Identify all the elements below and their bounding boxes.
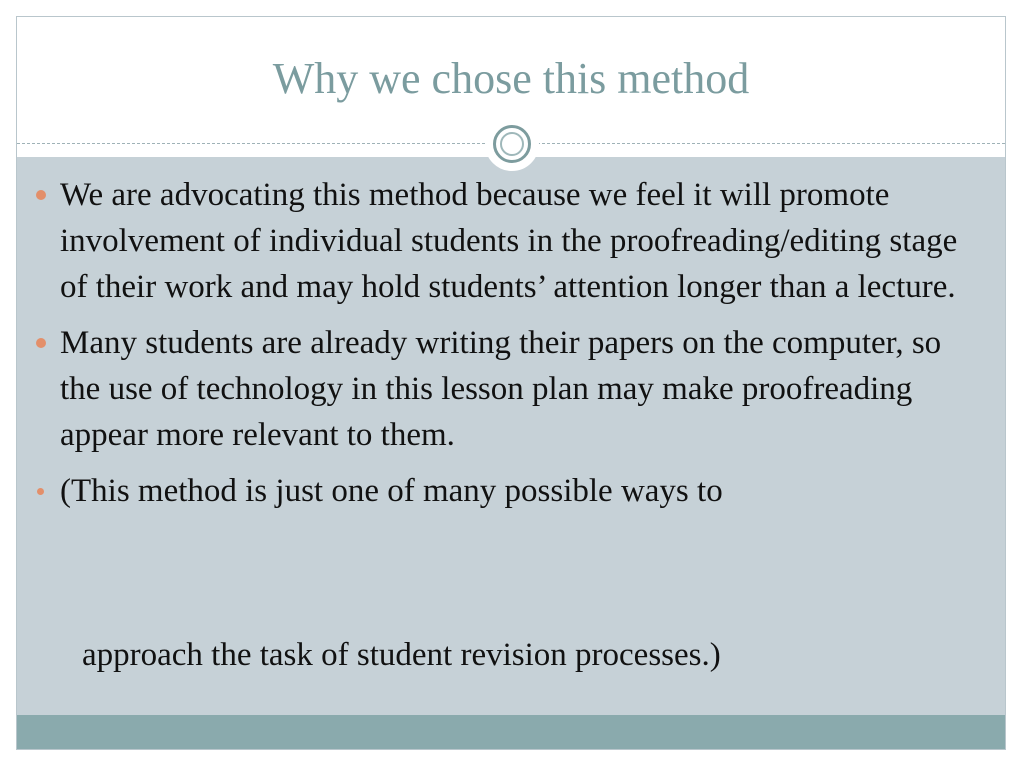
bullet-text: Many students are already writing their papers on the computer, so the use of technology in this lesson plan may make proofreading appear more relevant to them. <box>60 325 942 453</box>
bullet-item <box>34 468 974 514</box>
bullet-item <box>34 172 974 310</box>
bullet-text: (This method is just one of many possible ways to <box>60 473 723 509</box>
ring-core <box>500 132 524 156</box>
bullet-text: We are advocating this method because we feel it will promote involvement of individual students in the proofreading/editing stage of their work and may hold students’ attention longer than a lecture. <box>60 177 958 305</box>
footer-bar <box>17 715 1005 750</box>
bullet-dot-icon <box>36 338 46 348</box>
bullet-continuation: approach the task of student revision processes.) <box>82 637 721 673</box>
ring-inner <box>493 125 531 163</box>
bullet-dot-icon <box>37 488 44 495</box>
bullet-dot-icon <box>36 190 46 200</box>
bullet-item <box>34 320 974 458</box>
bullet-list <box>34 172 974 524</box>
circle-ornament-icon <box>485 117 539 171</box>
slide-title: Why we chose this method <box>272 54 750 103</box>
